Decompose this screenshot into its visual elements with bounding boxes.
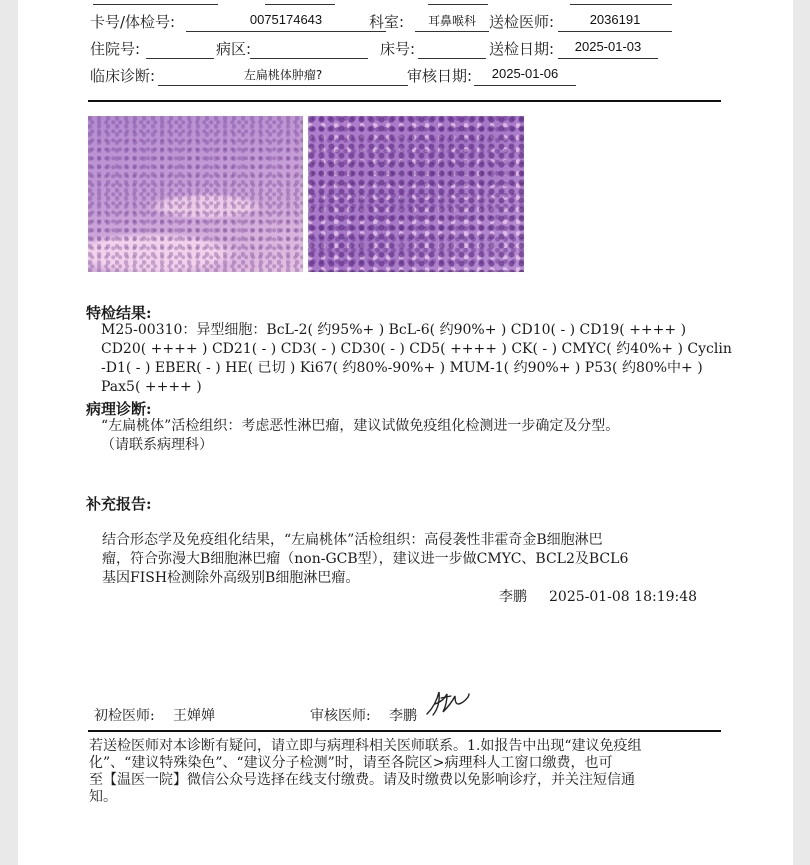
- bed-number-label: 床号:: [380, 40, 416, 58]
- header-divider: [88, 100, 721, 102]
- supplementary-report-line: 基因FISH检测除外高级别B细胞淋巴瘤。: [102, 570, 360, 586]
- card-number-underline: [186, 31, 386, 32]
- footer-notice-line: 知。: [89, 789, 117, 805]
- special-results-line: -D1( - ) EBER( - ) HE( 已切 ) Ki67( 约80%-90%+ ) MUM-1( 约90%+ ) P53( 约80%中+ ): [101, 360, 703, 376]
- special-results-line: Pax5( ++++ ): [101, 379, 202, 395]
- send-date-value: 2025-01-03: [574, 39, 642, 54]
- footer-notice-line: 若送检医师对本诊断有疑问，请立即与病理科相关医师联系。1.如报告中出现“建议免疫组: [89, 738, 642, 754]
- ward-label: 病区:: [216, 40, 252, 58]
- footer-notice-line: 化”、“建议特殊染色”、“建议分子检测”时，请至各院区>病理科人工窗口缴费，也可: [89, 755, 613, 771]
- clinical-diagnosis-label: 临床诊断:: [90, 67, 156, 85]
- special-results-line: M25-00310：异型细胞：BcL-2( 约95%+ ) BcL-6( 约90%+ ) CD10( - ) CD19( ++++ ): [101, 322, 687, 338]
- handwritten-signature-icon: [423, 684, 473, 720]
- review-date-label: 审核日期:: [407, 67, 473, 85]
- supplementary-report-title: 补充报告:: [86, 495, 152, 513]
- top-row-line: [93, 4, 218, 5]
- inpatient-number-label: 住院号:: [90, 40, 141, 58]
- initial-examiner-name: 王婵婵: [173, 708, 215, 724]
- special-results-title: 特检结果:: [86, 304, 152, 322]
- supplementary-signer: 李鹏: [499, 589, 527, 605]
- send-date-underline: [558, 58, 658, 59]
- histology-image-high-power: [308, 116, 524, 272]
- top-row-line: [570, 4, 672, 5]
- clinical-diagnosis-value: 左扁桃体肿瘤?: [243, 68, 323, 82]
- ward-underline: [250, 58, 368, 59]
- department-value: 耳鼻喉科: [427, 14, 476, 28]
- department-underline: [415, 31, 489, 32]
- top-row-line: [428, 4, 488, 5]
- inpatient-number-underline: [146, 58, 214, 59]
- review-date-value: 2025-01-06: [491, 66, 559, 81]
- footer-notice-line: 至【温医一院】微信公众号选择在线支付缴费。请及时缴费以免影响诊疗，并关注短信通: [89, 772, 635, 788]
- sending-doctor-value: 2036191: [589, 12, 641, 27]
- supplementary-report-line: 瘤，符合弥漫大B细胞淋巴瘤（non-GCB型），建议进一步做CMYC、BCL2及BCL6: [102, 551, 629, 567]
- pathology-diagnosis-line: “左扁桃体”活检组织：考虑恶性淋巴瘤，建议试做免疫组化检测进一步确定及分型。: [101, 418, 620, 434]
- review-date-underline: [474, 85, 576, 86]
- supplementary-report-line: 结合形态学及免疫组化结果，“左扁桃体”活检组织：高侵袭性非霍奇金B细胞淋巴: [102, 532, 603, 548]
- department-label: 科室:: [369, 13, 405, 31]
- report-page: [18, 0, 793, 865]
- reviewing-doctor-label: 审核医师:: [310, 708, 371, 724]
- histology-image-low-power: [88, 116, 303, 272]
- sending-doctor-label: 送检医师:: [489, 13, 555, 31]
- pathology-diagnosis-title: 病理诊断:: [86, 400, 152, 418]
- card-number-value: 0075174643: [249, 12, 323, 27]
- bed-number-underline: [418, 58, 486, 59]
- clinical-diagnosis-underline: [158, 85, 408, 86]
- initial-examiner-label: 初检医师:: [94, 708, 155, 724]
- pathology-diagnosis-line: （请联系病理科）: [101, 437, 213, 453]
- special-results-line: CD20( ++++ ) CD21( - ) CD3( - ) CD30( - ) CD5( ++++ ) CK( - ) CMYC( 约40%+ ) Cyclin: [101, 341, 732, 357]
- sending-doctor-underline: [558, 31, 672, 32]
- supplementary-datetime: 2025-01-08 18:19:48: [549, 589, 698, 605]
- card-number-label: 卡号/体检号:: [90, 13, 176, 31]
- footer-divider: [88, 730, 721, 732]
- send-date-label: 送检日期:: [489, 40, 555, 58]
- reviewing-doctor-name: 李鹏: [389, 708, 417, 724]
- top-row-line: [265, 4, 335, 5]
